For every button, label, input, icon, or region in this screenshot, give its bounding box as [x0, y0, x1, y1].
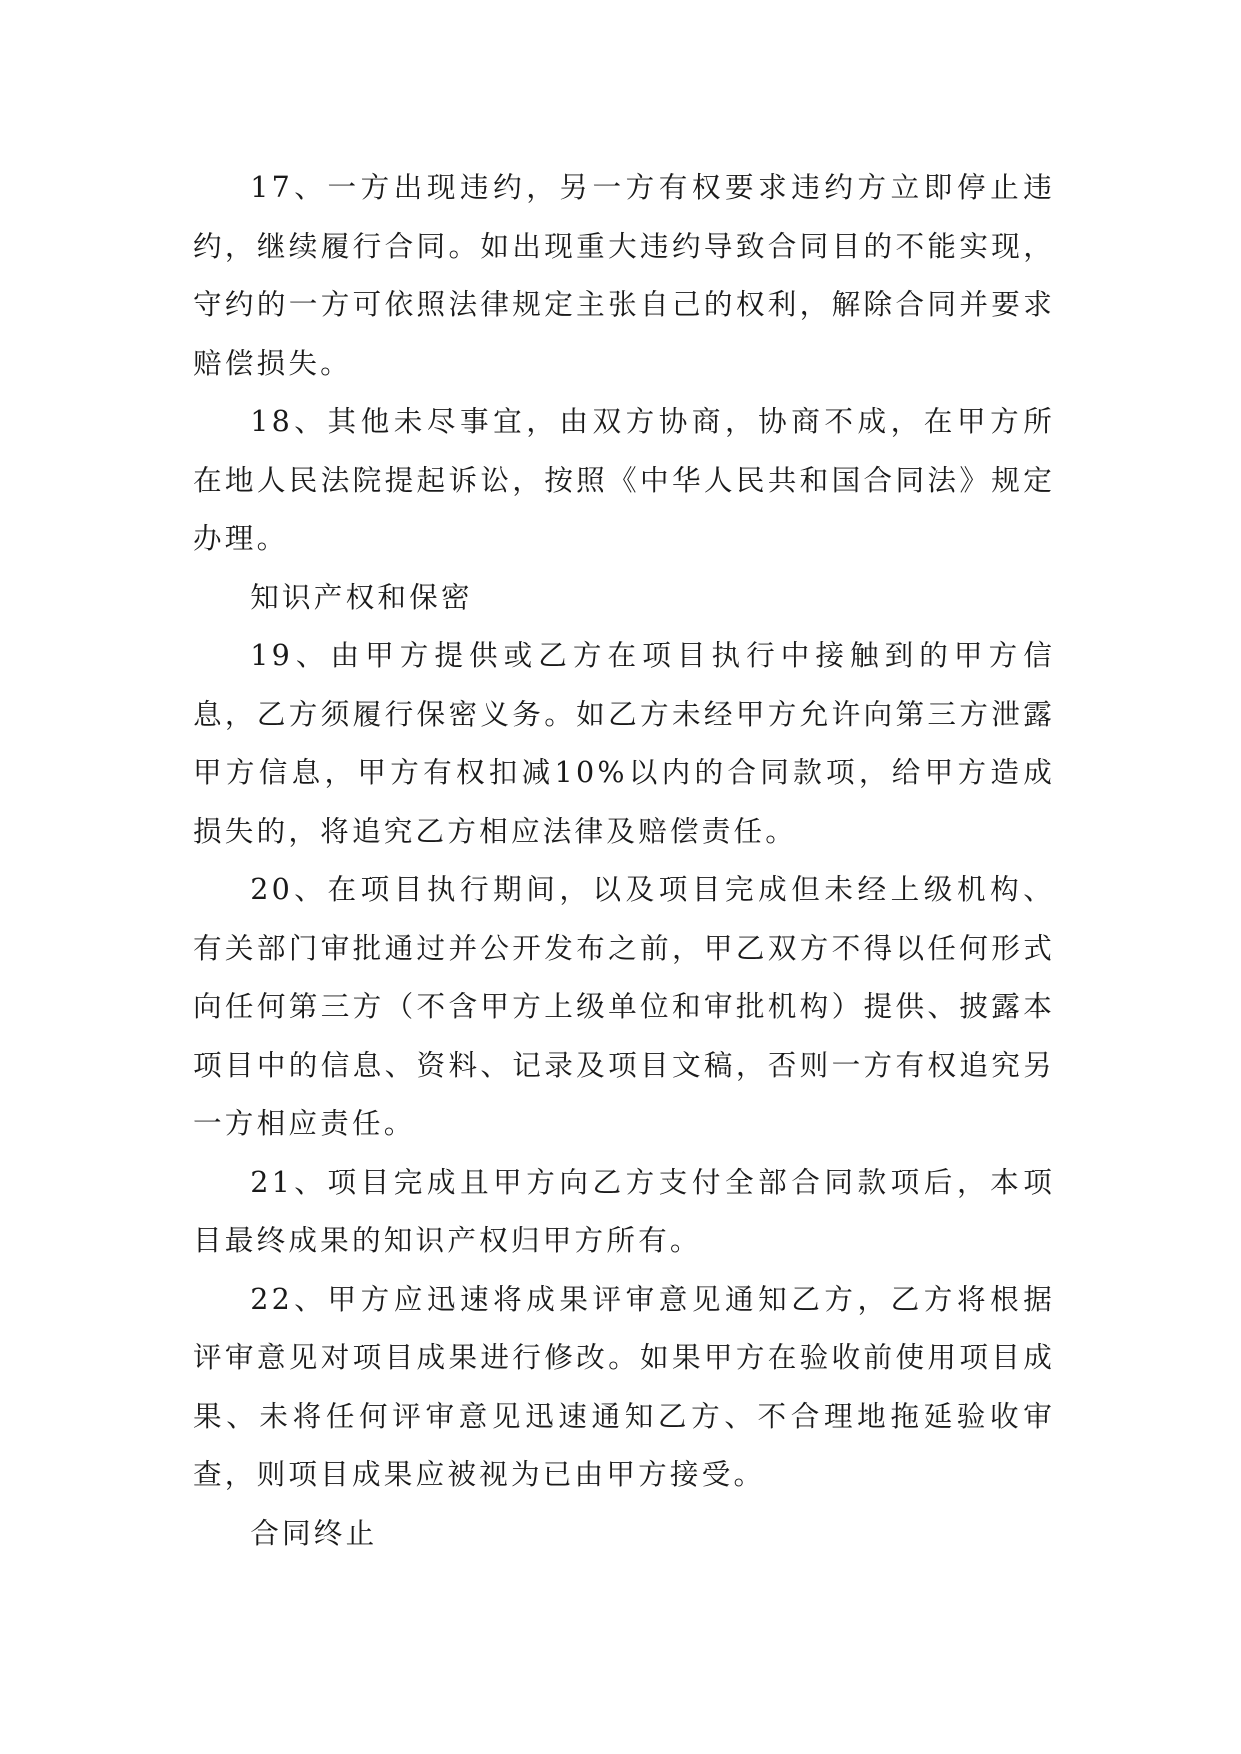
document-body [193, 158, 1055, 1562]
clause-21: 21、项目完成且甲方向乙方支付全部合同款项后，本项目最终成果的知识产权归甲方所有。 [193, 1164, 1055, 1257]
clause-22: 22、甲方应迅速将成果评审意见通知乙方，乙方将根据评审意见对项目成果进行修改。如果甲方在验收前使用项目成果、未将任何评审意见迅速通知乙方、不合理地拖延验收审查，则项目成果应被视为已由甲方接受。 [193, 1281, 1055, 1491]
clause-17: 17、一方出现违约，另一方有权要求违约方立即停止违约，继续履行合同。如出现重大违约导致合同目的不能实现，守约的一方可依照法律规定主张自己的权利，解除合同并要求赔偿损失。 [193, 170, 1055, 380]
section-heading-ip-confidentiality: 知识产权和保密 [250, 579, 473, 614]
clause-20: 20、在项目执行期间，以及项目完成但未经上级机构、有关部门审批通过并公开发布之前，甲乙双方不得以任何形式向任何第三方（不含甲方上级单位和审批机构）提供、披露本项目中的信息、资料、记录及项目文稿，否则一方有权追究另一方相应责任。 [193, 872, 1055, 1140]
section-heading-termination: 合同终止 [250, 1515, 378, 1550]
clause-19: 19、由甲方提供或乙方在项目执行中接触到的甲方信息，乙方须履行保密义务。如乙方未经甲方允许向第三方泄露甲方信息，甲方有权扣减10%以内的合同款项，给甲方造成损失的，将追究乙方相应法律及赔偿责任。 [193, 638, 1055, 848]
clause-18: 18、其他未尽事宜，由双方协商，协商不成，在甲方所在地人民法院提起诉讼，按照《中华人民共和国合同法》规定办理。 [193, 404, 1055, 555]
